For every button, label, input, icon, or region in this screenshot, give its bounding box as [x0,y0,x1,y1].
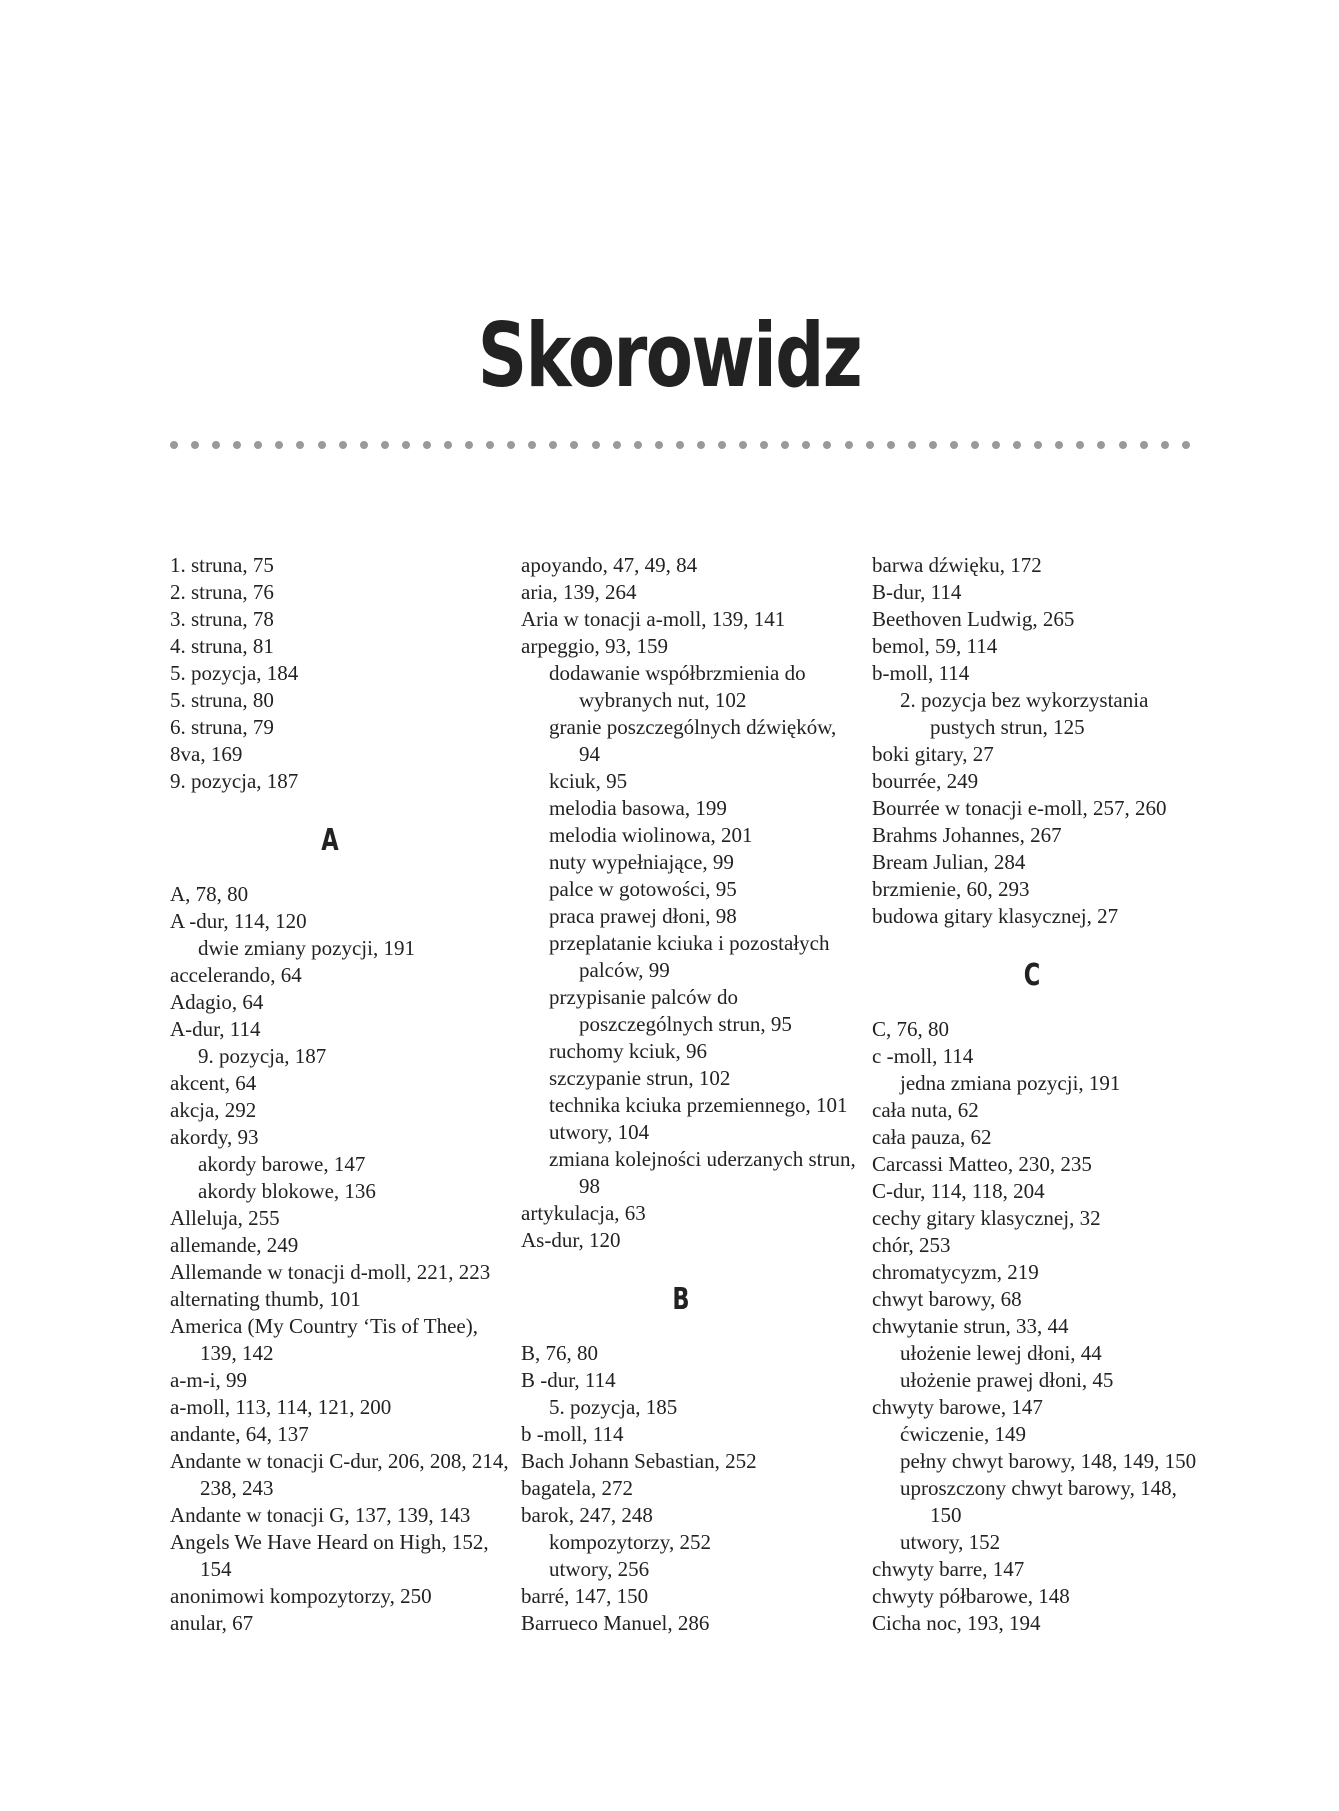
divider-dot [486,441,494,449]
divider-dot [760,441,768,449]
index-entry: America (My Country ‘Tis of Thee), 139, 142 [170,1314,478,1365]
index-subentry: akordy blokowe, 136 [198,1179,376,1203]
index-entry: barré, 147, 150 [521,1584,649,1608]
index-entry: A-dur, 114 [170,1017,261,1041]
index-entry: 1. struna, 75 [170,553,274,577]
divider-dot [570,441,578,449]
index-entry: akcja, 292 [170,1098,257,1122]
divider-dot [929,441,937,449]
index-entry: Aria w tonacji a-moll, 139, 141 [521,607,786,631]
index-subentry: utwory, 104 [549,1120,650,1144]
page-title: Skorowidz [477,304,862,407]
index-entry: chwytanie strun, 33, 44 [872,1314,1069,1338]
index-entry: Carcassi Matteo, 230, 235 [872,1152,1092,1176]
divider-dot [402,441,410,449]
index-subentry: dodawanie współbrzmienia do wybranych nut, 102 [549,661,806,712]
index-letter-heading: B [672,1282,690,1317]
divider-dot [318,441,326,449]
divider-dot [845,441,853,449]
index-entry: andante, 64, 137 [170,1422,309,1446]
index-entry: barwa dźwięku, 172 [872,553,1042,577]
index-entry: Alleluja, 255 [170,1206,280,1230]
index-entry: Adagio, 64 [170,990,264,1014]
index-entry: bemol, 59, 114 [872,634,998,658]
index-entry: anular, 67 [170,1611,254,1635]
index-entry: bourrée, 249 [872,769,979,793]
index-entry: akcent, 64 [170,1071,257,1095]
index-entry: Angels We Have Heard on High, 152, 154 [170,1530,489,1581]
divider-dot [381,441,389,449]
index-entry: cała nuta, 62 [872,1098,979,1122]
index-entry: budowa gitary klasycznej, 27 [872,904,1119,928]
index-entry: a-m-i, 99 [170,1368,247,1392]
index-entry: cechy gitary klasycznej, 32 [872,1206,1101,1230]
index-column-2 [521,552,861,1637]
divider-dot [1055,441,1063,449]
index-entry: Brahms Johannes, 267 [872,823,1062,847]
index-entry: A, 78, 80 [170,882,249,906]
index-entry: 9. pozycja, 187 [170,769,299,793]
index-entry: barok, 247, 248 [521,1503,653,1527]
index-subentry: 5. pozycja, 185 [549,1395,678,1419]
divider-dot [1034,441,1042,449]
index-entry: 5. pozycja, 184 [170,661,299,685]
divider-dot [1140,441,1148,449]
index-subentry: technika kciuka przemiennego, 101 [549,1093,848,1117]
dotted-divider [170,440,1190,450]
divider-dot [1076,441,1084,449]
index-subentry: ruchomy kciuk, 96 [549,1039,708,1063]
index-subentry: ćwiczenie, 149 [900,1422,1026,1446]
index-entry: Barrueco Manuel, 286 [521,1611,710,1635]
index-entry: Allemande w tonacji d-moll, 221, 223 [170,1260,491,1284]
divider-dot [339,441,347,449]
index-entry: b-moll, 114 [872,661,970,685]
index-entry: artykulacja, 63 [521,1201,646,1225]
index-subentry: kompozytorzy, 252 [549,1530,711,1554]
index-entry: C-dur, 114, 118, 204 [872,1179,1045,1203]
index-entry: a-moll, 113, 114, 121, 200 [170,1395,392,1419]
index-entry: A -dur, 114, 120 [170,909,307,933]
divider-dot [634,441,642,449]
divider-dot [697,441,705,449]
divider-dot [296,441,304,449]
index-entry: arpeggio, 93, 159 [521,634,668,658]
divider-dot [992,441,1000,449]
index-entry: chwyty półbarowe, 148 [872,1584,1070,1608]
divider-dot [1013,441,1021,449]
index-entry: chromatycyzm, 219 [872,1260,1039,1284]
index-entry: As-dur, 120 [521,1228,621,1252]
index-entry: Cicha noc, 193, 194 [872,1611,1041,1635]
divider-dot [739,441,747,449]
index-subentry: utwory, 152 [900,1530,1001,1554]
index-entry: 6. struna, 79 [170,715,274,739]
index-entry: boki gitary, 27 [872,742,994,766]
index-entry: Bourrée w tonacji e-moll, 257, 260 [872,796,1167,820]
divider-dot [170,441,178,449]
index-entry: C, 76, 80 [872,1017,950,1041]
index-subentry: uproszczony chwyt barowy, 148, 150 [900,1476,1177,1527]
divider-dot [866,441,874,449]
index-subentry: 2. pozycja bez wykorzystania pustych strun, 125 [900,688,1149,739]
divider-dot [360,441,368,449]
index-entry: chwyt barowy, 68 [872,1287,1022,1311]
divider-dot [528,441,536,449]
divider-dot [676,441,684,449]
index-subentry: ułożenie prawej dłoni, 45 [900,1368,1114,1392]
index-entry: brzmienie, 60, 293 [872,877,1030,901]
index-entry: akordy, 93 [170,1125,259,1149]
index-subentry: jedna zmiana pozycji, 191 [900,1071,1121,1095]
divider-dot [507,441,515,449]
index-entry: Andante w tonacji C-dur, 206, 208, 214, 238, 243 [170,1449,509,1500]
index-entry: b -moll, 114 [521,1422,624,1446]
index-entry: chwyty barowe, 147 [872,1395,1043,1419]
divider-dot [254,441,262,449]
index-column-3 [872,552,1212,1637]
divider-dot [887,441,895,449]
index-entry: chór, 253 [872,1233,951,1257]
index-subentry: akordy barowe, 147 [198,1152,366,1176]
divider-dot [950,441,958,449]
divider-dot [971,441,979,449]
index-subentry: kciuk, 95 [549,769,628,793]
index-entry: B, 76, 80 [521,1341,599,1365]
index-entry: allemande, 249 [170,1233,299,1257]
index-entry: 4. struna, 81 [170,634,274,658]
index-entry: Bach Johann Sebastian, 252 [521,1449,757,1473]
divider-dot [233,441,241,449]
index-column-1 [170,552,510,1637]
index-entry: accelerando, 64 [170,963,302,987]
index-subentry: 9. pozycja, 187 [198,1044,327,1068]
index-subentry: zmiana kolejności uderzanych strun, 98 [549,1147,856,1198]
index-subentry: nuty wypełniające, 99 [549,850,734,874]
divider-dot [592,441,600,449]
index-entry: 3. struna, 78 [170,607,274,631]
index-subentry: granie poszczególnych dźwięków, 94 [549,715,837,766]
index-entry: apoyando, 47, 49, 84 [521,553,698,577]
index-entry: 8va, 169 [170,742,243,766]
index-entry: chwyty barre, 147 [872,1557,1025,1581]
divider-dot [802,441,810,449]
index-entry: bagatela, 272 [521,1476,633,1500]
index-entry: 2. struna, 76 [170,580,274,604]
index-entry: Andante w tonacji G, 137, 139, 143 [170,1503,471,1527]
index-subentry: dwie zmiany pozycji, 191 [198,936,415,960]
divider-dot [1097,441,1105,449]
divider-dot [423,441,431,449]
index-subentry: utwory, 256 [549,1557,650,1581]
divider-dot [718,441,726,449]
divider-dot [191,441,199,449]
divider-dot [549,441,557,449]
index-entry: Bream Julian, 284 [872,850,1026,874]
index-entry: 5. struna, 80 [170,688,274,712]
index-entry: alternating thumb, 101 [170,1287,361,1311]
divider-dot [275,441,283,449]
divider-dot [823,441,831,449]
index-subentry: melodia basowa, 199 [549,796,727,820]
index-subentry: szczypanie strun, 102 [549,1066,731,1090]
divider-dot [1119,441,1127,449]
divider-dot [908,441,916,449]
divider-dot [1161,441,1169,449]
index-entry: B -dur, 114 [521,1368,616,1392]
divider-dot [212,441,220,449]
index-subentry: przypisanie palców do poszczególnych strun, 95 [549,985,792,1036]
index-entry: Beethoven Ludwig, 265 [872,607,1075,631]
divider-dot [1182,441,1190,449]
index-entry: c -moll, 114 [872,1044,974,1068]
divider-dot [655,441,663,449]
index-entry: cała pauza, 62 [872,1125,992,1149]
index-subentry: przeplatanie kciuka i pozostałych palców, 99 [549,931,830,982]
index-entry: B-dur, 114 [872,580,962,604]
divider-dot [781,441,789,449]
index-entry: aria, 139, 264 [521,580,637,604]
index-subentry: pełny chwyt barowy, 148, 149, 150 [900,1449,1197,1473]
index-entry: anonimowi kompozytorzy, 250 [170,1584,432,1608]
index-subentry: palce w gotowości, 95 [549,877,737,901]
divider-dot [444,441,452,449]
index-letter-heading: C [1023,958,1041,993]
divider-dot [613,441,621,449]
index-subentry: melodia wiolinowa, 201 [549,823,753,847]
index-subentry: praca prawej dłoni, 98 [549,904,737,928]
index-subentry: ułożenie lewej dłoni, 44 [900,1341,1102,1365]
divider-dot [465,441,473,449]
index-letter-heading: A [321,823,339,858]
